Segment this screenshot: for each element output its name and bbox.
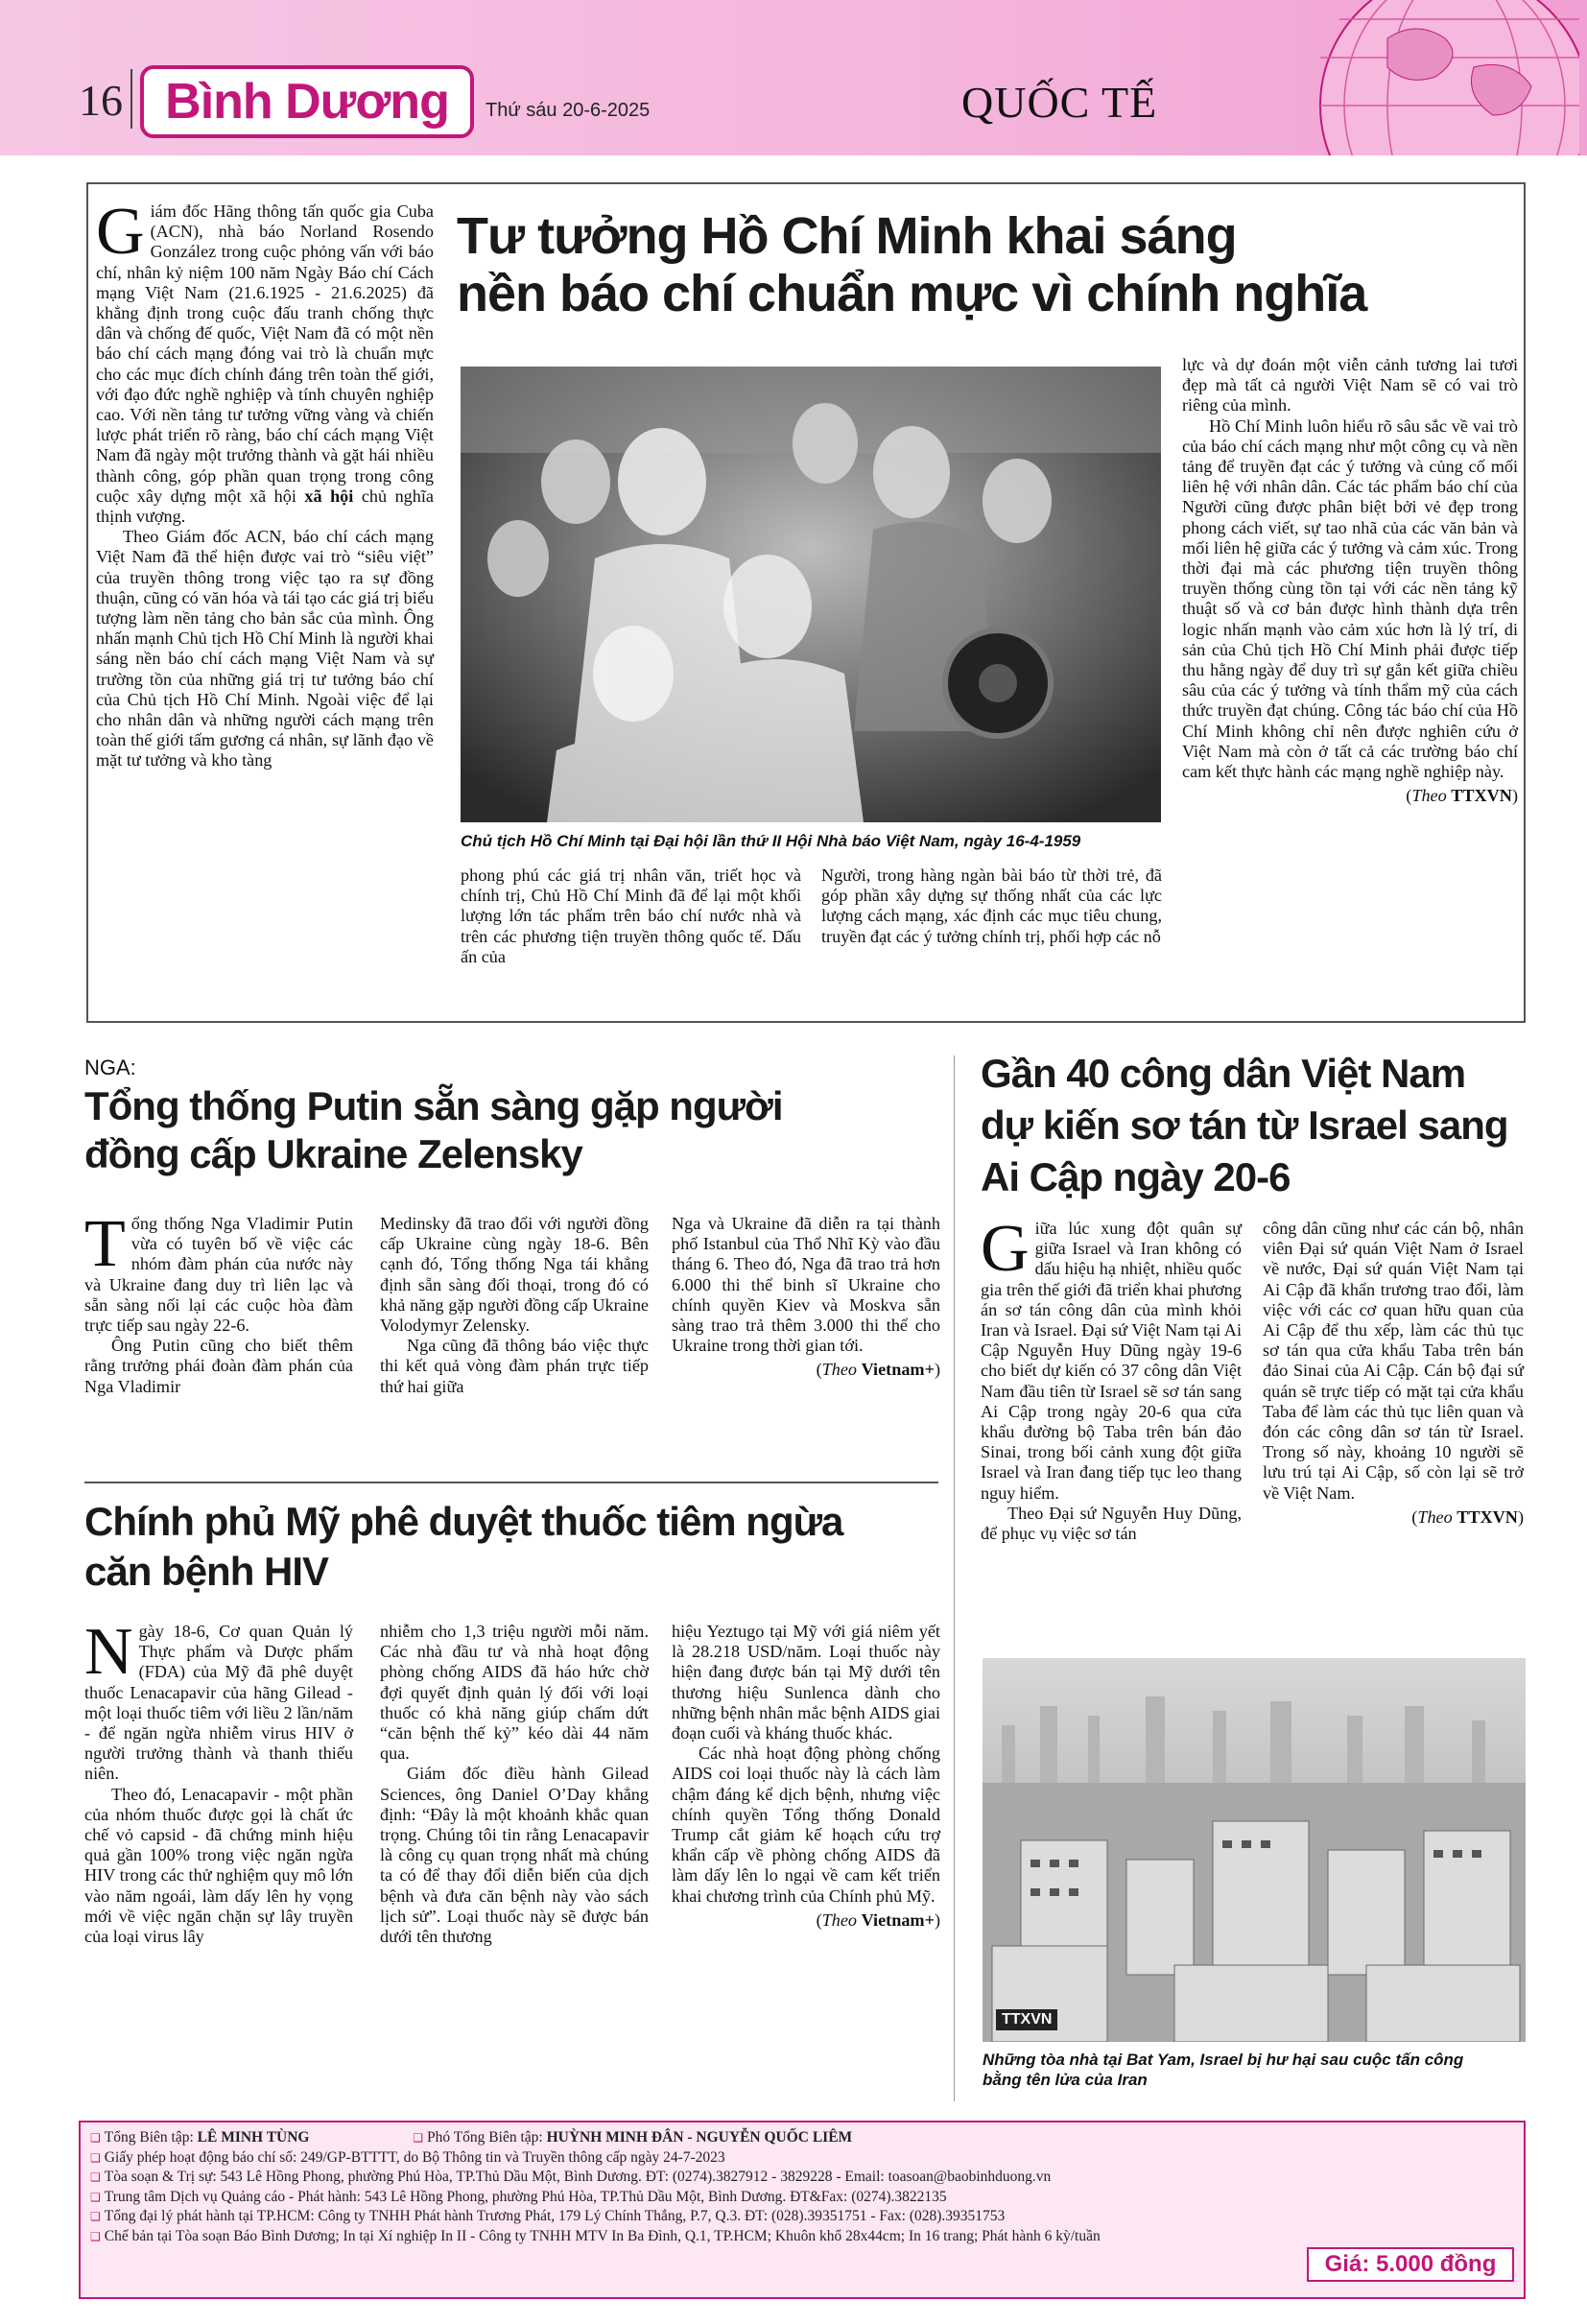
paragraph: Các nhà hoạt động phòng chống AIDS coi loại thuốc này là cách làm chậm đáng kể dịch bệnh, nhưng việc chính quyền Tổng thống Donald Trump cắt giảm kế hoạch cứu trợ khẩn cấp về phòng chống AIDS đã làm dấy lên lo ngại về cam kết triển khai chương trình của Chính phủ Mỹ.	[672, 1743, 940, 1906]
paragraph-end: chủ nghĩa thịnh vượng.	[96, 486, 434, 527]
headline-line: dự kiến sơ tán từ Israel sang	[981, 1103, 1508, 1148]
article4-column-1	[981, 1212, 1242, 1544]
headline-line: đồng cấp Ukraine Zelensky	[84, 1131, 582, 1176]
logo-text: Bình Dương	[165, 74, 449, 130]
paragraph: gày 18-6, Cơ quan Quản lý Thực phẩm và Dược phẩm (FDA) của Mỹ đã phê duyệt thuốc Lenacapavir của hãng Gilead - một loại thuốc tiêm với liều 2 lần/năm - để ngăn ngừa nhiễm virus HIV ở người trưởng thành và thanh thiếu niên.	[84, 1622, 353, 1784]
column-divider	[954, 1055, 955, 2101]
headline-line: Tư tưởng Hồ Chí Minh khai sáng	[457, 207, 1237, 265]
article1-headline	[457, 207, 1512, 322]
headline-line: Gần 40 công dân Việt Nam	[981, 1051, 1466, 1096]
article3-column-1	[84, 1615, 353, 1947]
dropcap: N	[84, 1615, 133, 1689]
paragraph: Theo Đại sứ Nguyễn Huy Dũng, để phục vụ việc sơ tán	[981, 1503, 1242, 1544]
article2-column-2	[380, 1214, 649, 1397]
dropcap: T	[84, 1207, 126, 1281]
caption-line: bằng tên lửa của Iran	[983, 2071, 1148, 2089]
footer-ad-center: ❑ Trung tâm Dịch vụ Quảng cáo - Phát hành: 543 Lê Hồng Phong, phường Phú Hòa, TP.Thủ Dầu Một, Bình Dương. ĐT&Fax: (0274).3822135	[90, 2188, 947, 2205]
masthead-footer	[79, 2121, 1526, 2299]
dropcap: G	[96, 195, 145, 269]
photo-caption	[983, 2050, 1526, 2090]
paragraph: Nga cũng đã thông báo việc thực thi kết quả vòng đàm phán trực tiếp thứ hai giữa	[380, 1336, 649, 1396]
article-credit: (Theo TTXVN)	[1406, 786, 1518, 806]
globe-icon	[1301, 0, 1579, 155]
article-credit: (Theo TTXVN)	[1411, 1506, 1524, 1527]
newspaper-logo[interactable]	[140, 65, 474, 138]
article-putin	[84, 1055, 948, 1178]
photo-watermark: TTXVN	[996, 2009, 1057, 2030]
paragraph: Theo đó, Lenacapavir - một phần của nhóm thuốc được gọi là chất ức chế vỏ capsid - đã chứng minh hiệu quả gần 100% trong việc ngăn ngừa HIV trong các thử nghiệm quy mô lớn vào năm ngoái, làm dấy lên hy vọng mới về việc ngăn chặn sự lây truyền của loại virus lây	[84, 1784, 353, 1947]
article1-column-3	[821, 866, 1162, 947]
headline-line: Tổng thống Putin sẵn sàng gặp người	[84, 1083, 783, 1128]
article4-column-2	[1263, 1219, 1524, 1528]
page-number: 16	[79, 76, 123, 125]
dropcap: G	[981, 1212, 1030, 1286]
footer-printing: ❑ Chế bản tại Tòa soạn Báo Bình Dương; In tại Xí nghiệp In II - Công ty TNHH MTV In Ba Đình, Q.1, TP.HCM; Khuôn khổ 28x44cm; In 16 trang; Phát hành 6 kỳ/tuần	[90, 2227, 1101, 2244]
paragraph: công dân cũng như các cán bộ, nhân viên Đại sứ quán Việt Nam ở Israel về nước, Đại sứ quán Việt Nam tại Ai Cập đã khẩn trương trao đổi, làm việc với các cơ quan hữu quan của Ai Cập để thu xếp, làm các thủ tục sơ tán qua cửa khẩu Taba trên bán đảo Sinai của Ai Cập. Cán bộ đại sứ quán sẽ trực tiếp có mặt tại cửa khẩu Taba để làm các thủ tục liên quan và đón các công dân sơ tán từ Israel. Trong số này, khoảng 10 người sẽ lưu trú tại Ai Cập, số còn lại sẽ trở về Việt Nam.	[1263, 1219, 1524, 1503]
bold-phrase: xã hội	[304, 486, 354, 506]
article3-column-3	[672, 1622, 940, 1931]
article4-headline	[981, 1048, 1537, 1203]
article1-column-2	[461, 866, 801, 967]
headline-line: căn bệnh HIV	[84, 1549, 329, 1594]
footer-license: ❑ Giấy phép hoạt động báo chí số: 249/GP-BTTTT, do Bộ Thông tin và Truyền thông cấp ngày 24-7-2023	[90, 2148, 725, 2166]
article-ho-chi-minh-box	[86, 182, 1526, 1023]
paragraph: ổng thống Nga Vladimir Putin vừa có tuyên bố về việc các nhóm đàm phán của nước này và Ukraine đang duy trì liên lạc và sẵn sàng nối lại các cuộc hòa đàm trực tiếp sau ngày 22-6.	[84, 1214, 353, 1336]
paragraph: nhiễm cho 1,3 triệu người mỗi năm. Các nhà đầu tư và nhà hoạt động phòng chống AIDS đã háo hức chờ đợi quyết định quản lý đối với loại thuốc có khả năng giúp chấm dứt “căn bệnh thế kỷ” kéo dài 44 năm qua.	[380, 1622, 649, 1764]
bat-yam-photo	[983, 1658, 1526, 2042]
price-badge: Giá: 5.000 đồng	[1307, 2247, 1514, 2282]
footer-editors: ❑ Tổng Biên tập: LÊ MINH TÙNG ❑ Phó Tổng Biên tập: HUỲNH MINH ĐÂN - NGUYỄN QUỐC LIÊM	[90, 2129, 853, 2146]
footer-office: ❑ Tòa soạn & Trị sự: 543 Lê Hồng Phong, phường Phú Hòa, TP.Thủ Dầu Một, Bình Dương. ĐT: (0274).3827912 - 3829228 - Email: toasoan@baobinhduong.vn	[90, 2169, 1052, 2185]
ho-chi-minh-photo	[461, 367, 1161, 822]
paragraph: Ông Putin cũng cho biết thêm rằng trưởng phái đoàn đàm phán của Nga Vladimir	[84, 1336, 353, 1396]
paragraph: Theo Giám đốc ACN, báo chí cách mạng Việt Nam đã thể hiện được vai trò “siêu việt” của truyền thông trong việc tạo ra sự đồng thuận, cũng có văn hóa và tái tạo các giá trị biểu tượng làm nền tảng cho bản sắc của mình. Ông nhấn mạnh Chủ tịch Hồ Chí Minh là người khai sáng nền báo chí cách mạng Việt Nam và sự trường tồn của những giá trị tư tưởng báo chí của Chủ tịch Hồ Chí Minh. Ngoài việc để lại cho nhân dân và những người cách mạng trên toàn thế giới tấm gương cá nhân, sự lãnh đạo về mặt tư tưởng và kho tàng	[96, 527, 434, 771]
footer-distributor: ❑ Tổng đại lý phát hành tại TP.HCM: Công ty TNHH Phát hành Trương Phát, 179 Lý Chính Thắng, P.7, Q.3. ĐT: (028).39351751 - Fax: (028).39351753	[90, 2208, 1006, 2224]
article-kicker: NGA:	[84, 1055, 136, 1079]
caption-line: Những tòa nhà tại Bat Yam, Israel bị hư hại sau cuộc tấn công	[983, 2051, 1464, 2069]
article3-column-2	[380, 1622, 649, 1947]
paragraph: lực và dự đoán một viễn cảnh tương lai tươi đẹp mà tất cả người Việt Nam sẽ có vai trò riêng của mình.	[1182, 355, 1518, 415]
paragraph: Nga và Ukraine đã diễn ra tại thành phố Istanbul của Thổ Nhĩ Kỳ vào đầu tháng 6. Theo đó, Nga đã trao trả hơn 6.000 thi thể binh sĩ Ukraine cho chính quyền Kiev và Moskva sẵn sàng trao trả thêm 3.000 thi thể cho Ukraine trong thời gian tới.	[672, 1214, 940, 1356]
headline-line: Ai Cập ngày 20-6	[981, 1154, 1291, 1199]
headline-line: nền báo chí chuẩn mực vì chính nghĩa	[457, 265, 1367, 322]
article3-headline	[84, 1497, 948, 1597]
article2-headline	[84, 1082, 948, 1178]
paragraph: Người, trong hàng ngàn bài báo từ thời trẻ, đã góp phần xây dựng sự thống nhất của các lực lượng cách mạng, xác định các mục tiêu chung, truyền đạt các ý tưởng chính trị, phối hợp các nỗ	[821, 866, 1162, 946]
paragraph: iám đốc Hãng thông tấn quốc gia Cuba (ACN), nhà báo Norland Rosendo González trong cuộc phỏng vấn với báo chí, nhân kỷ niệm 100 năm Ngày Báo chí Cách mạng Việt Nam (21.6.1925 - 21.6.2025) đã khẳng định trong cuộc đấu tranh chống thực dân và chống đế quốc, Việt Nam đã có một nền báo chí cách mạng đóng vai trò là chuẩn mực cho các mục đích chính đáng trên toàn thế giới, với đạo đức nghề nghiệp và tính chuyên nghiệp cao. Với nền tảng tư tưởng vững vàng và chiến lược phát triển rõ ràng, báo chí cách mạng Việt Nam đã ngày một trưởng thành và gặt hái nhiều thành công, góp phần quan trọng trong công cuộc xây dựng một xã hội	[96, 202, 434, 506]
section-title: QUỐC TẾ	[961, 78, 1158, 127]
issue-date: Thứ sáu 20-6-2025	[486, 100, 651, 121]
paragraph: Giám đốc điều hành Gilead Sciences, ông Daniel O’Day khẳng định: “Đây là một khoảnh khắc quan trọng. Chúng tôi tin rằng Lenacapavir là công cụ quan trọng nhất mà chúng ta có để thay đổi diễn biến của dịch bệnh và đưa căn bệnh này vào sách lịch sử”. Loại thuốc này sẽ được bán dưới tên thương	[380, 1764, 649, 1947]
paragraph: iữa lúc xung đột quân sự giữa Israel và Iran không có dấu hiệu hạ nhiệt, nhiều quốc gia trên thế giới đã triển khai phương án sơ tán công dân của mình khỏi Iran và Israel. Đại sứ Việt Nam tại Ai Cập Nguyễn Huy Dũng ngày 19-6 cho biết dự kiến có 37 công dân Việt Nam đầu tiên từ Israel sẽ sơ tán sang Ai Cập trong ngày 20-6 qua cửa khẩu đường bộ Taba trên bán đảo Sinai, trong bối cảnh xung đột giữa Israel và Iran đang tiếp tục leo thang nguy hiểm.	[981, 1219, 1242, 1503]
article-credit: (Theo Vietnam+)	[816, 1909, 940, 1930]
paragraph: phong phú các giá trị nhân văn, triết học và chính trị, Chủ Hồ Chí Minh đã để lại một khối lượng lớn tác phẩm trên báo chí nước nhà và trên các phương tiện truyền thông quốc tế. Dấu ấn của	[461, 866, 801, 966]
article1-column-1	[96, 195, 434, 771]
article1-column-4	[1182, 355, 1518, 806]
paragraph: Hồ Chí Minh luôn hiểu rõ sâu sắc về vai trò của báo chí cách mạng như một công cụ và nền tảng để truyền đạt các ý tưởng và củng cố mối liên hệ với nhân dân. Các tác phẩm báo chí của Người cũng được phân biệt bởi vẻ đẹp trong phong cách viết, sự tao nhã của các văn bản và mối liên hệ giữa các ý tưởng và cảm xúc. Trong thời đại mà các phương tiện truyền thông truyền thống cùng tồn tại với các nền tảng kỹ thuật số và cơ bản được hình thành dựa trên logic nhấn mạnh vào cảm xúc hơn là lý trí, di sản của Chủ tịch Hồ Chí Minh phải được tiếp thu hằng ngày để duy trì sự gắn kết giữa chiều sâu của các ý tưởng và tính thẩm mỹ của cách thức truyền đạt chúng. Công tác báo chí của Hồ Chí Minh không chỉ nên được nghiên cứu ở Việt Nam mà còn ở tất cả các trường báo chí cam kết thực hành các mạng nghề nghiệp này.	[1182, 415, 1518, 782]
page-number-divider	[130, 69, 132, 129]
article2-column-3	[672, 1214, 940, 1381]
article-credit: (Theo Vietnam+)	[816, 1360, 940, 1380]
page-header	[0, 0, 1587, 155]
section-divider	[84, 1482, 938, 1483]
photo-caption: Chủ tịch Hồ Chí Minh tại Đại hội lần thứ II Hội Nhà báo Việt Nam, ngày 16-4-1959	[461, 832, 1081, 850]
paragraph: Medinsky đã trao đổi với người đồng cấp Ukraine cùng ngày 18-6. Bên cạnh đó, Tổng thống Nga tái khẳng định sẵn sàng đối thoại, trong đó có khả năng gặp người đồng cấp Ukraine Volodymyr Zelensky.	[380, 1214, 649, 1336]
article2-column-1	[84, 1207, 353, 1397]
headline-line: Chính phủ Mỹ phê duyệt thuốc tiêm ngừa	[84, 1499, 843, 1544]
paragraph: hiệu Yeztugo tại Mỹ với giá niêm yết là 28.218 USD/năm. Loại thuốc này hiện đang được bán tại Mỹ dưới tên thương hiệu Sunlenca dành cho những bệnh nhân mắc bệnh AIDS giai đoạn cuối và kháng thuốc khác.	[672, 1622, 940, 1743]
